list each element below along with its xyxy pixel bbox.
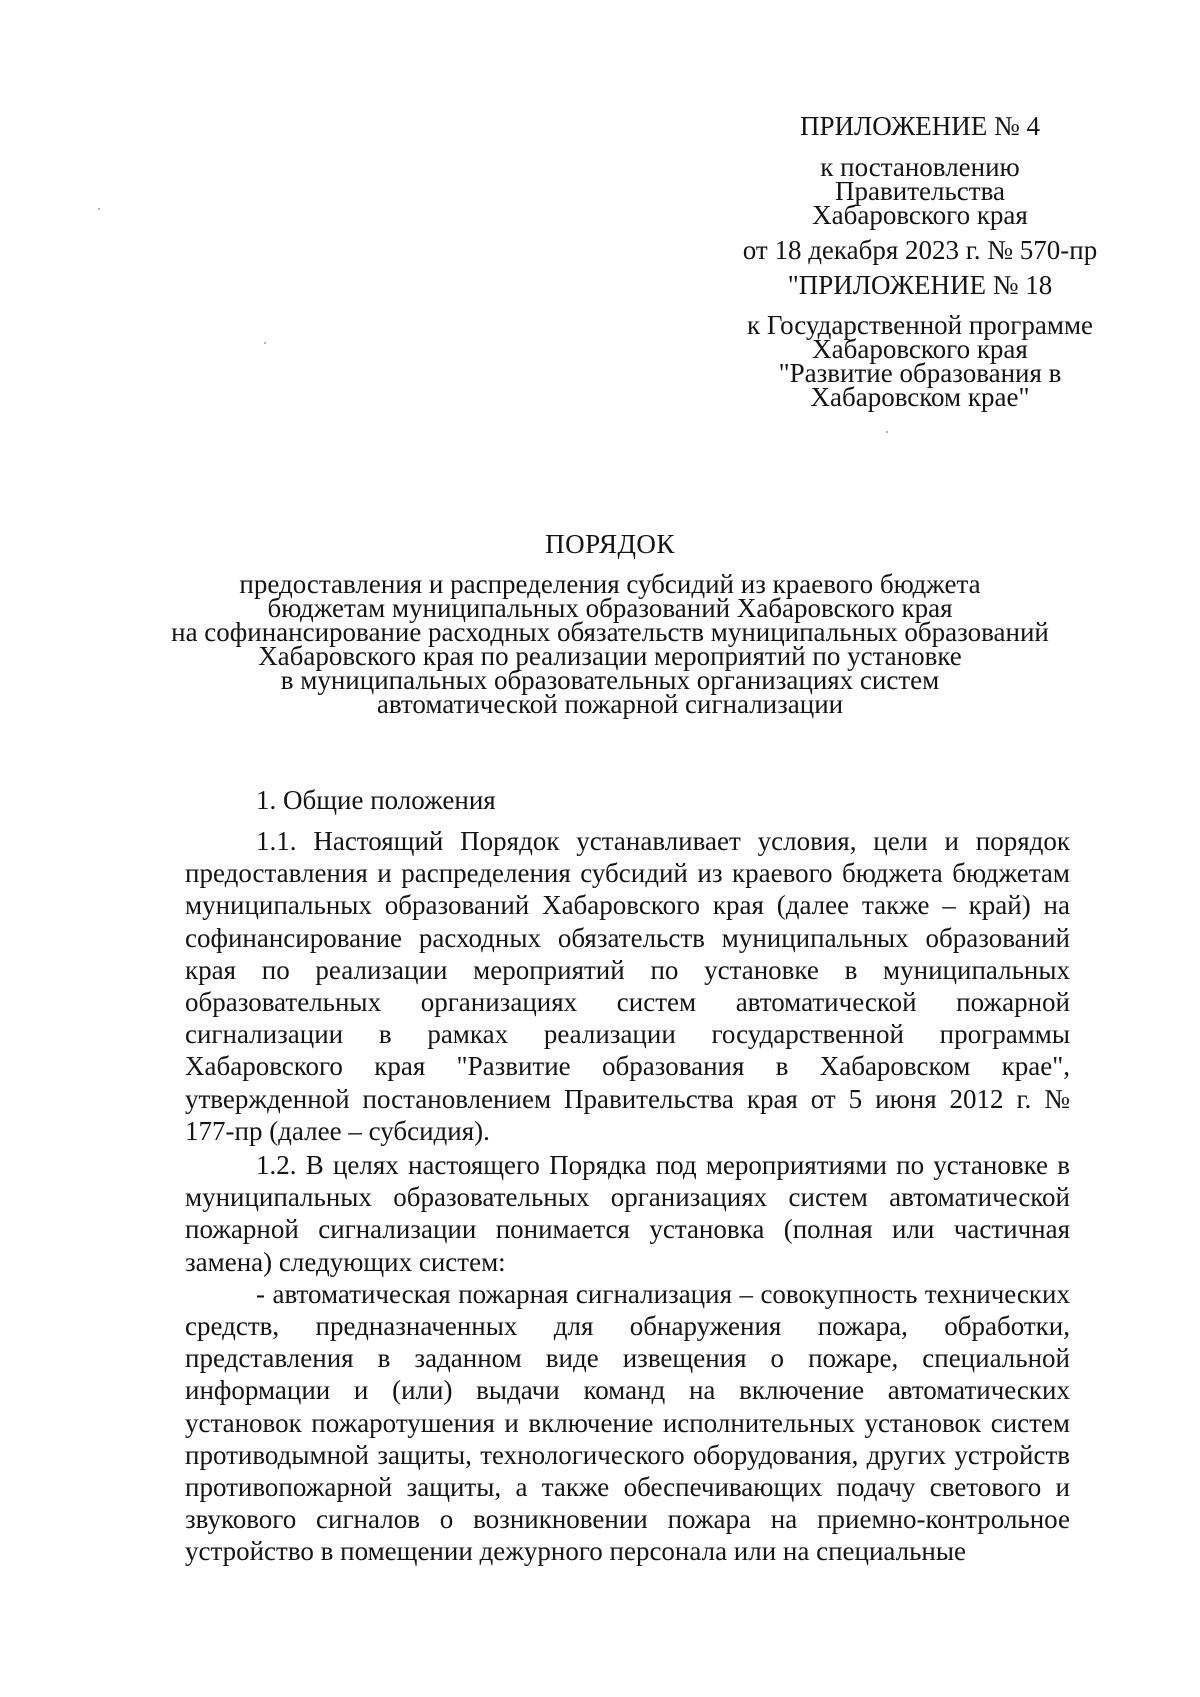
resolution-line: к постановлению: [820, 152, 1020, 182]
subtitle-line: в муниципальных образовательных организациях систем: [280, 665, 940, 695]
document-subtitle: [170, 569, 1050, 719]
subtitle-line: на софинансирование расходных обязательств муниципальных образований: [171, 617, 1049, 647]
document-title: ПОРЯДОК: [545, 529, 675, 559]
paragraph: - автоматическая пожарная сигнализация – совокупность технических средств, предназначенных для обнаружения пожара, обработки, представления в заданном виде извещения о пожаре, специальной информации и (или) выдачи команд на включение автоматических установок пожаротушения и включение исполнительных установок систем противодымной защиты, технологического оборудования, других устройств противопожарной защиты, а также обеспечивающих подачу светового и звукового сигналов о возникновении пожара на приемно-контрольное устройство в помещении дежурного персонала или на специальные: [185, 1278, 1070, 1567]
program-reference: [710, 310, 1130, 412]
sub-appendix-number-text: "ПРИЛОЖЕНИЕ № 18: [787, 270, 1053, 300]
appendix-number-text: ПРИЛОЖЕНИЕ № 4: [799, 111, 1041, 141]
program-line: "Развитие образования в: [778, 358, 1062, 388]
program-line: Хабаровском крае": [810, 382, 1030, 412]
document-body: [185, 783, 1070, 1568]
subtitle-line: автоматической пожарной сигнализации: [376, 689, 844, 719]
sub-appendix-number: [710, 270, 1130, 300]
resolution-reference: [710, 152, 1130, 230]
resolution-line: Правительства: [835, 176, 1005, 206]
program-line: Хабаровского края: [812, 334, 1028, 364]
paragraph: 1.2. В целях настоящего Порядка под мероприятиями по установке в муниципальных образовательных организациях систем автоматической пожарной сигнализации понимается установка (полная или частичная замена) следующих систем:: [185, 1150, 1070, 1277]
subtitle-line: предоставления и распределения субсидий из краевого бюджета: [239, 569, 981, 599]
scan-speck: [886, 431, 888, 433]
program-line: к Государственной программе: [746, 310, 1094, 340]
section-heading: 1. Общие положения: [256, 785, 496, 815]
subtitle-line: бюджетам муниципальных образований Хабаровского края: [267, 593, 953, 623]
scan-speck: [98, 208, 100, 210]
resolution-date-text: от 18 декабря 2023 г. № 570-пр: [742, 235, 1098, 265]
appendix-number: [710, 111, 1130, 141]
paragraph: 1.1. Настоящий Порядок устанавливает условия, цели и порядок предоставления и распределения субсидий из краевого бюджета бюджетам муниципальных образований Хабаровского края (далее также – край) на софинансирование расходных обязательств муниципальных образований края по реализации мероприятий по установке в муниципальных образовательных организациях систем автоматической пожарной сигнализации в рамках реализации государственной программы Хабаровского края "Развитие образования в Хабаровском крае", утвержденной постановлением Правительства края от 5 июня 2012 г. № 177-пр (далее – субсидия).: [185, 826, 1070, 1146]
subtitle-line: Хабаровского края по реализации мероприятий по установке: [258, 641, 962, 671]
resolution-date: [710, 235, 1130, 265]
scan-speck: [264, 342, 266, 344]
resolution-line: Хабаровского края: [812, 200, 1028, 230]
